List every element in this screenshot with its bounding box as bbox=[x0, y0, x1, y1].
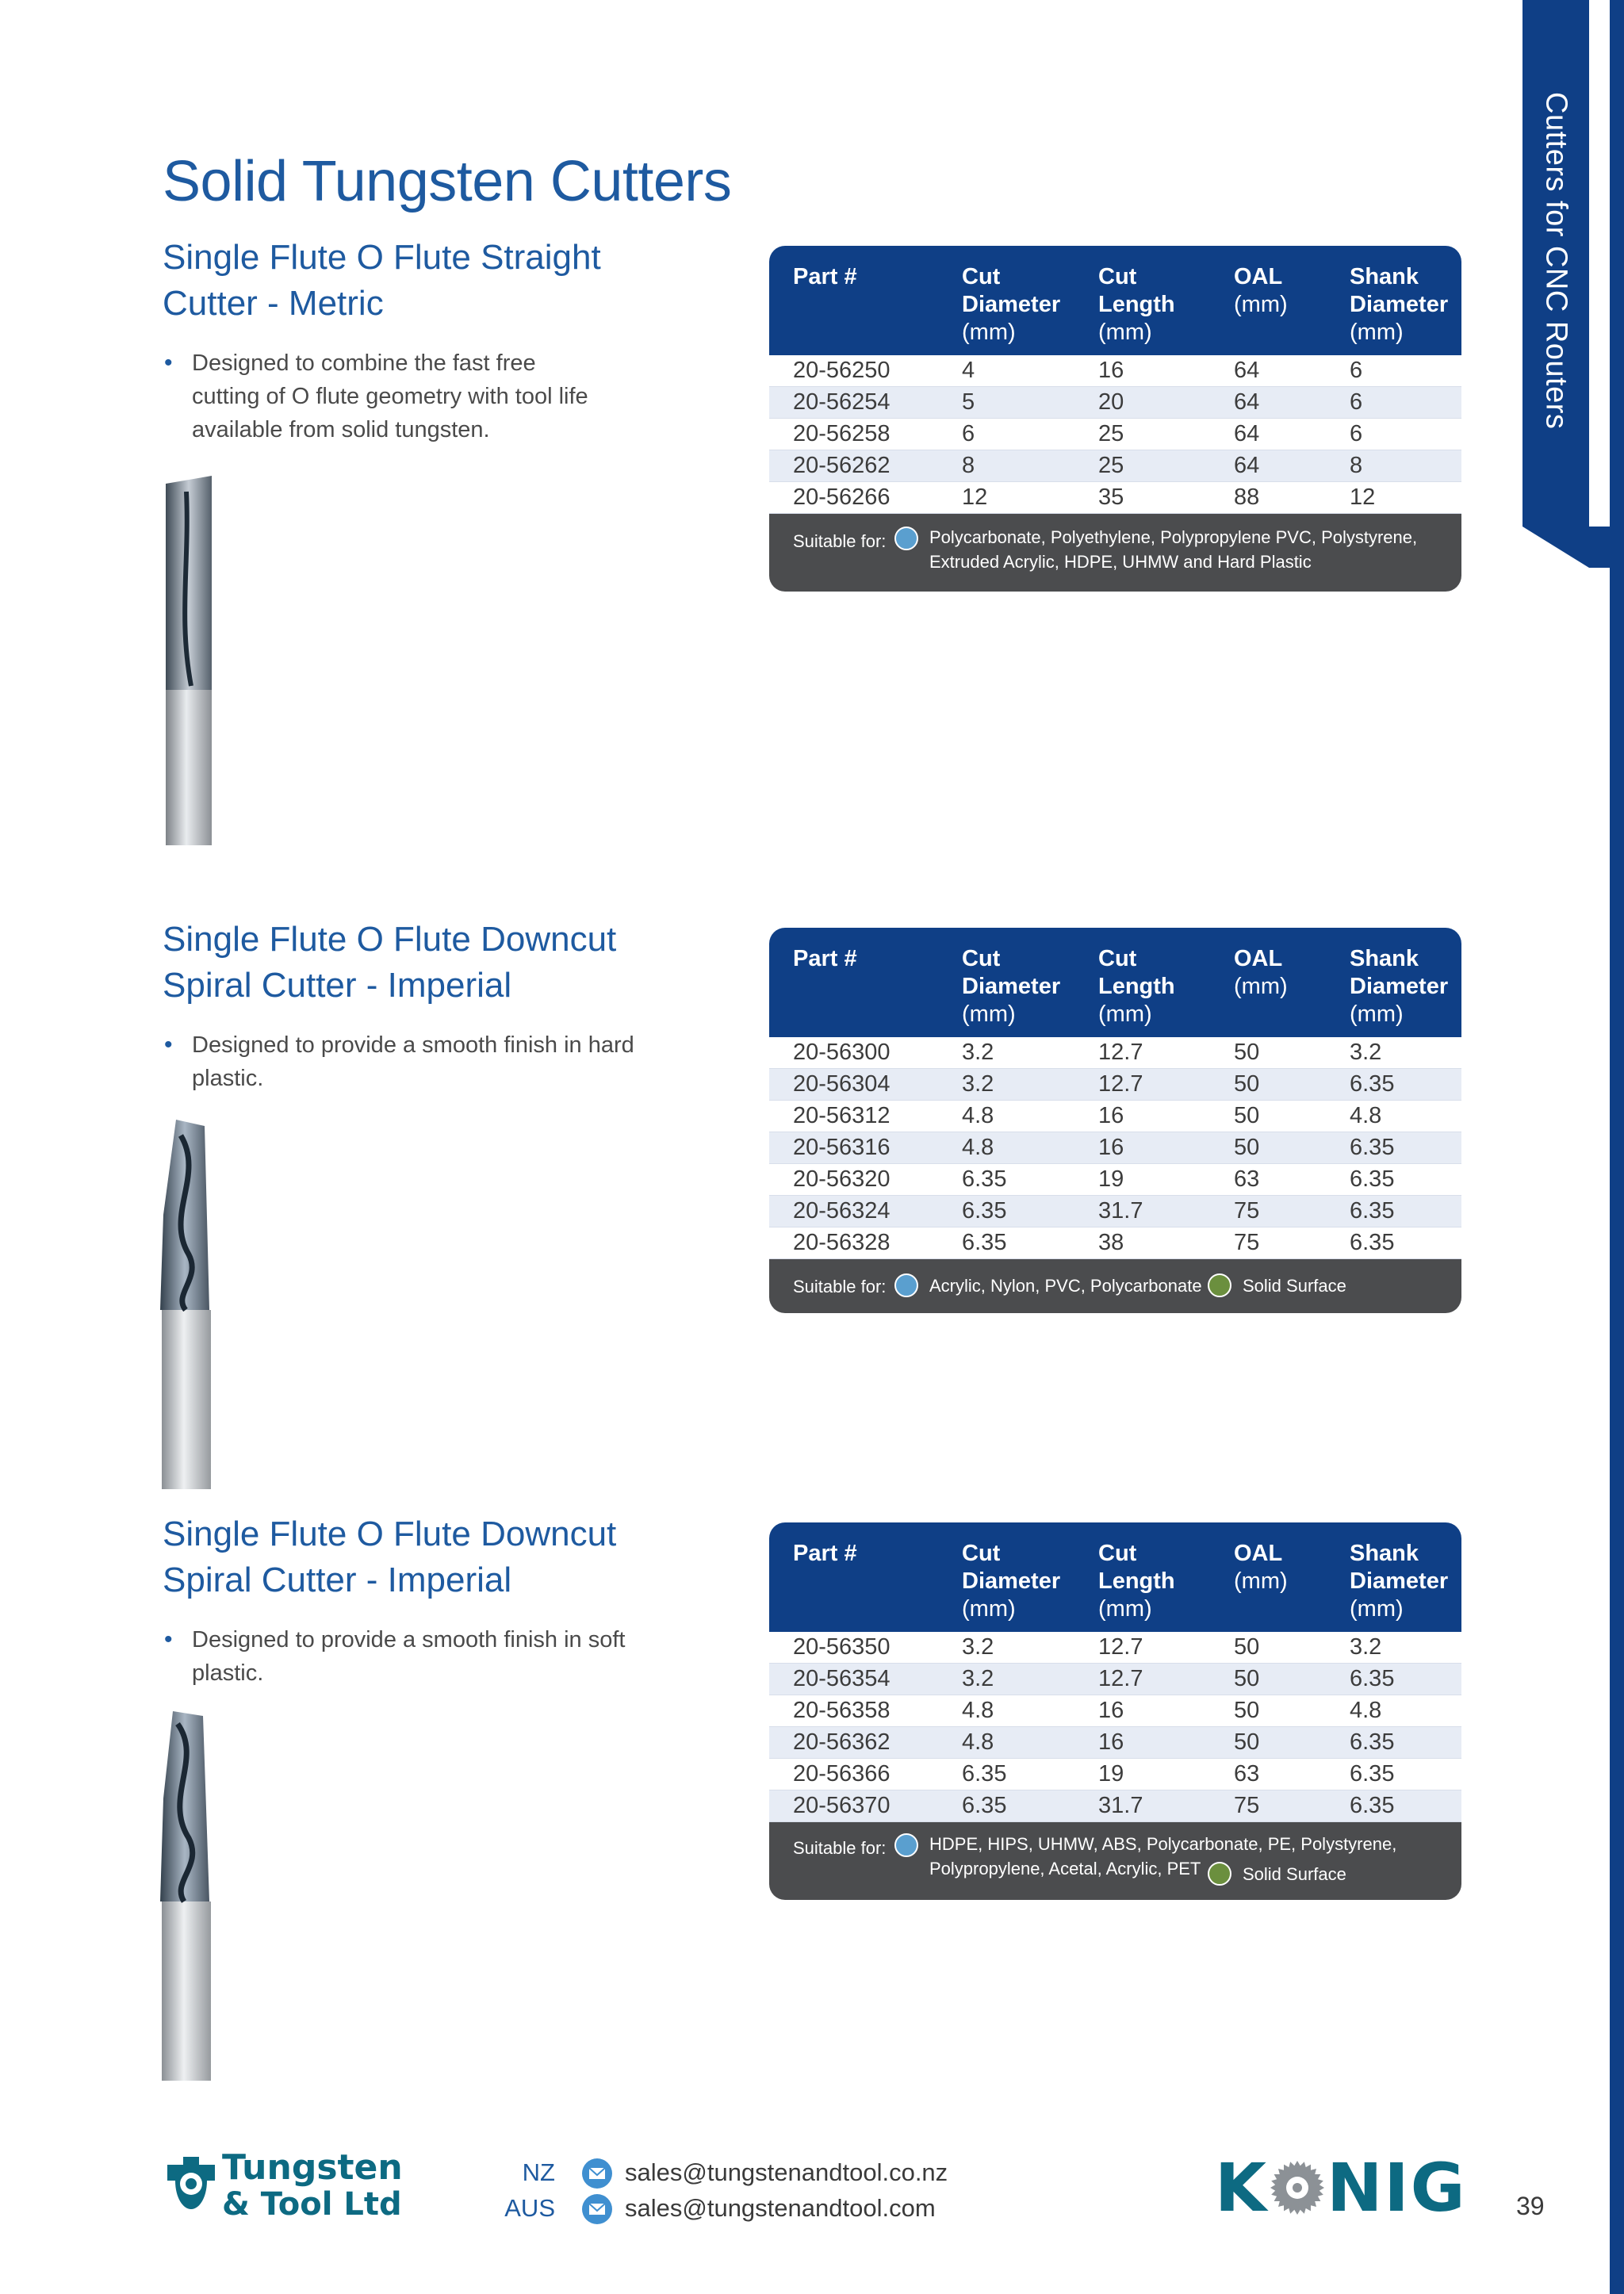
cell-cut-diameter: 6.35 bbox=[962, 1166, 1007, 1192]
cell-cut-length: 12.7 bbox=[1098, 1071, 1143, 1097]
description-line: plastic. bbox=[192, 1066, 264, 1091]
cell-cut-diameter: 4.8 bbox=[962, 1103, 994, 1128]
contact-email-link[interactable]: sales@tungstenandtool.co.nz bbox=[625, 2158, 948, 2186]
cell-cut-diameter: 4 bbox=[962, 358, 975, 383]
materials-line: Extruded Acrylic, HDPE, UHMW and Hard Plastic bbox=[929, 552, 1312, 572]
cell-oal: 50 bbox=[1234, 1071, 1260, 1097]
header-text: Part # bbox=[793, 1541, 857, 1566]
cell-shank-diameter: 6 bbox=[1350, 358, 1363, 383]
header-unit: (mm) bbox=[1350, 1596, 1404, 1622]
cell-part: 20-56266 bbox=[793, 484, 891, 510]
email-icon bbox=[582, 2194, 612, 2224]
page-number: 39 bbox=[1516, 2192, 1545, 2220]
cell-oal: 75 bbox=[1234, 1198, 1260, 1224]
blue-material-dot-icon bbox=[894, 1273, 918, 1297]
cell-cut-length: 35 bbox=[1098, 484, 1124, 510]
header-text: Cut bbox=[1098, 264, 1137, 289]
header-unit: (mm) bbox=[962, 320, 1016, 345]
header-text: Part # bbox=[793, 946, 857, 971]
cell-cut-diameter: 6.35 bbox=[962, 1230, 1007, 1255]
header-part bbox=[793, 945, 857, 973]
product-title-line: Single Flute O Flute Downcut bbox=[163, 1515, 617, 1553]
header-unit: (mm) bbox=[1350, 1001, 1404, 1027]
cell-cut-diameter: 3.2 bbox=[962, 1666, 994, 1691]
cell-oal: 63 bbox=[1234, 1166, 1260, 1192]
section-tab-label: Cutters for CNC Routers bbox=[1539, 92, 1573, 430]
header-text: Part # bbox=[793, 264, 857, 289]
header-unit: (mm) bbox=[1350, 320, 1404, 345]
header-unit: (mm) bbox=[1234, 1568, 1288, 1594]
konig-logo: K NIG bbox=[1215, 2149, 1467, 2227]
cell-cut-diameter: 8 bbox=[962, 453, 975, 478]
materials-line: Polycarbonate, Polyethylene, Polypropylene PVC, Polystyrene, bbox=[929, 527, 1418, 547]
spec-table bbox=[769, 1522, 1461, 1900]
cell-shank-diameter: 3.2 bbox=[1350, 1040, 1382, 1065]
table-row bbox=[769, 450, 1461, 482]
cell-shank-diameter: 6.35 bbox=[1350, 1666, 1395, 1691]
spec-table bbox=[769, 246, 1461, 592]
cell-part: 20-56254 bbox=[793, 389, 891, 415]
cell-shank-diameter: 6.35 bbox=[1350, 1166, 1395, 1192]
header-text: Length bbox=[1098, 1568, 1175, 1594]
product-title bbox=[163, 235, 654, 327]
blue-material-dot-icon bbox=[894, 527, 918, 550]
cell-part: 20-56354 bbox=[793, 1666, 891, 1691]
cell-part: 20-56350 bbox=[793, 1634, 891, 1660]
product-title bbox=[163, 1511, 654, 1603]
table-row bbox=[769, 1227, 1461, 1259]
cell-oal: 50 bbox=[1234, 1634, 1260, 1660]
cell-shank-diameter: 6.35 bbox=[1350, 1198, 1395, 1224]
contact-country: NZ bbox=[522, 2158, 555, 2186]
table-row bbox=[769, 1664, 1461, 1695]
suitable-materials: Acrylic, Nylon, PVC, Polycarbonate bbox=[929, 1276, 1202, 1296]
cell-cut-length: 19 bbox=[1098, 1761, 1124, 1787]
table-body bbox=[769, 1037, 1461, 1259]
header-text: OAL bbox=[1234, 946, 1283, 971]
header-unit: (mm) bbox=[962, 1001, 1016, 1027]
table-row bbox=[769, 1632, 1461, 1664]
cell-cut-length: 38 bbox=[1098, 1230, 1124, 1255]
cutter-image bbox=[155, 476, 226, 848]
header-unit: (mm) bbox=[1098, 1596, 1152, 1622]
table-row bbox=[769, 1101, 1461, 1132]
materials-line: Polypropylene, Acetal, Acrylic, PET bbox=[929, 1859, 1201, 1878]
table-header bbox=[769, 1522, 1461, 1632]
cell-cut-diameter: 4.8 bbox=[962, 1729, 994, 1755]
cell-cut-diameter: 4.8 bbox=[962, 1698, 994, 1723]
brand-name-line1: Tungsten bbox=[222, 2147, 403, 2188]
header-text: Diameter bbox=[1350, 292, 1449, 317]
suitable-for-bar bbox=[769, 1259, 1461, 1313]
header-text: Shank bbox=[1350, 264, 1419, 289]
header-unit: (mm) bbox=[1098, 320, 1152, 345]
header-text: Diameter bbox=[962, 1568, 1061, 1594]
header-oal bbox=[1234, 1540, 1288, 1595]
description-line: Designed to provide a smooth finish in hard bbox=[192, 1032, 634, 1058]
cell-shank-diameter: 8 bbox=[1350, 453, 1363, 478]
green-material-dot-icon bbox=[1208, 1273, 1231, 1297]
cell-shank-diameter: 4.8 bbox=[1350, 1103, 1382, 1128]
table-body bbox=[769, 355, 1461, 514]
cell-cut-diameter: 6.35 bbox=[962, 1761, 1007, 1787]
cell-shank-diameter: 6.35 bbox=[1350, 1135, 1395, 1160]
cell-cut-diameter: 3.2 bbox=[962, 1071, 994, 1097]
header-unit: (mm) bbox=[1234, 292, 1288, 317]
description-line: plastic. bbox=[192, 1660, 264, 1686]
header-text: Cut bbox=[1098, 1541, 1137, 1566]
cell-cut-diameter: 3.2 bbox=[962, 1634, 994, 1660]
cell-cut-length: 19 bbox=[1098, 1166, 1124, 1192]
page-title: Solid Tungsten Cutters bbox=[163, 150, 732, 213]
header-unit: (mm) bbox=[1098, 1001, 1152, 1027]
header-cut-diameter bbox=[962, 1540, 1060, 1623]
header-text: Cut bbox=[962, 1541, 1001, 1566]
cell-part: 20-56262 bbox=[793, 453, 891, 478]
cell-cut-length: 20 bbox=[1098, 389, 1124, 415]
cell-oal: 50 bbox=[1234, 1040, 1260, 1065]
table-row bbox=[769, 1164, 1461, 1196]
cell-oal: 50 bbox=[1234, 1103, 1260, 1128]
description-line: Designed to provide a smooth finish in soft bbox=[192, 1627, 626, 1653]
suitable-for-bar bbox=[769, 1822, 1461, 1900]
header-cut-length bbox=[1098, 945, 1175, 1028]
cell-shank-diameter: 12 bbox=[1350, 484, 1376, 510]
table-row bbox=[769, 1037, 1461, 1069]
suitable-label: Suitable for: bbox=[793, 531, 887, 551]
side-band bbox=[1610, 0, 1624, 2294]
suitable-label: Suitable for: bbox=[793, 1277, 887, 1296]
cell-oal: 88 bbox=[1234, 484, 1260, 510]
header-text: Length bbox=[1098, 292, 1175, 317]
cell-cut-length: 16 bbox=[1098, 358, 1124, 383]
table-row bbox=[769, 1196, 1461, 1227]
cell-part: 20-56258 bbox=[793, 421, 891, 446]
cell-cut-length: 12.7 bbox=[1098, 1666, 1143, 1691]
product-title bbox=[163, 917, 654, 1009]
cell-part: 20-56366 bbox=[793, 1761, 891, 1787]
cell-oal: 64 bbox=[1234, 358, 1260, 383]
cell-cut-length: 31.7 bbox=[1098, 1793, 1143, 1818]
cell-cut-length: 25 bbox=[1098, 453, 1124, 478]
product-description bbox=[163, 1028, 670, 1095]
description-line: available from solid tungsten. bbox=[192, 417, 490, 442]
cell-shank-diameter: 4.8 bbox=[1350, 1698, 1382, 1723]
product-title-line: Spiral Cutter - Imperial bbox=[163, 1561, 512, 1599]
header-text: Diameter bbox=[1350, 974, 1449, 999]
cell-shank-diameter: 6.35 bbox=[1350, 1793, 1395, 1818]
product-title-line: Single Flute O Flute Straight bbox=[163, 238, 601, 277]
cell-part: 20-56312 bbox=[793, 1103, 891, 1128]
header-shank-diameter bbox=[1350, 1540, 1448, 1623]
green-material-dot-icon bbox=[1208, 1862, 1231, 1886]
header-oal bbox=[1234, 945, 1288, 1001]
cell-cut-diameter: 4.8 bbox=[962, 1135, 994, 1160]
tungsten-tool-logo-icon bbox=[163, 2154, 220, 2212]
suitable-materials bbox=[929, 525, 1417, 574]
cell-cut-length: 12.7 bbox=[1098, 1634, 1143, 1660]
table-row bbox=[769, 1069, 1461, 1101]
description-bullet bbox=[163, 347, 670, 446]
header-text: Cut bbox=[962, 264, 1001, 289]
cell-oal: 64 bbox=[1234, 389, 1260, 415]
header-cut-diameter bbox=[962, 945, 1060, 1028]
cell-shank-diameter: 6.35 bbox=[1350, 1071, 1395, 1097]
cell-shank-diameter: 6 bbox=[1350, 421, 1363, 446]
cell-part: 20-56250 bbox=[793, 358, 891, 383]
cell-cut-length: 16 bbox=[1098, 1103, 1124, 1128]
cell-oal: 64 bbox=[1234, 453, 1260, 478]
header-text: Shank bbox=[1350, 946, 1419, 971]
contact-country: AUS bbox=[504, 2194, 555, 2222]
header-cut-length bbox=[1098, 263, 1175, 347]
cell-cut-diameter: 12 bbox=[962, 484, 988, 510]
cell-cut-diameter: 6.35 bbox=[962, 1198, 1007, 1224]
cell-part: 20-56324 bbox=[793, 1198, 891, 1224]
product-title-line: Spiral Cutter - Imperial bbox=[163, 966, 512, 1005]
blue-material-dot-icon bbox=[894, 1833, 918, 1857]
header-unit: (mm) bbox=[1234, 974, 1288, 999]
suitable-for-bar bbox=[769, 514, 1461, 592]
header-text: Diameter bbox=[962, 292, 1061, 317]
table-row bbox=[769, 1759, 1461, 1790]
spec-table bbox=[769, 928, 1461, 1313]
cell-cut-length: 31.7 bbox=[1098, 1198, 1143, 1224]
header-part bbox=[793, 263, 857, 291]
cell-cut-length: 16 bbox=[1098, 1135, 1124, 1160]
cell-oal: 50 bbox=[1234, 1729, 1260, 1755]
header-text: OAL bbox=[1234, 1541, 1283, 1566]
table-body bbox=[769, 1632, 1461, 1822]
cell-cut-diameter: 5 bbox=[962, 389, 975, 415]
cell-oal: 75 bbox=[1234, 1793, 1260, 1818]
cell-shank-diameter: 6.35 bbox=[1350, 1230, 1395, 1255]
header-text: Length bbox=[1098, 974, 1175, 999]
cell-cut-length: 25 bbox=[1098, 421, 1124, 446]
cell-oal: 63 bbox=[1234, 1761, 1260, 1787]
cell-oal: 50 bbox=[1234, 1135, 1260, 1160]
header-oal bbox=[1234, 263, 1288, 319]
product-title-line: Cutter - Metric bbox=[163, 284, 384, 323]
table-row bbox=[769, 419, 1461, 450]
cell-cut-diameter: 6.35 bbox=[962, 1793, 1007, 1818]
cell-cut-diameter: 6 bbox=[962, 421, 975, 446]
contact-email-link[interactable]: sales@tungstenandtool.com bbox=[625, 2194, 936, 2222]
table-row bbox=[769, 1695, 1461, 1727]
cell-cut-length: 16 bbox=[1098, 1729, 1124, 1755]
table-row bbox=[769, 482, 1461, 514]
cell-oal: 50 bbox=[1234, 1666, 1260, 1691]
description-bullet bbox=[163, 1623, 670, 1690]
section-tab-notch bbox=[1522, 527, 1589, 568]
cell-part: 20-56304 bbox=[793, 1071, 891, 1097]
cutter-image bbox=[157, 1711, 228, 2084]
description-line: Designed to combine the fast free bbox=[192, 350, 536, 376]
cell-cut-diameter: 3.2 bbox=[962, 1040, 994, 1065]
product-description bbox=[163, 1623, 670, 1690]
cell-cut-length: 12.7 bbox=[1098, 1040, 1143, 1065]
header-text: Shank bbox=[1350, 1541, 1419, 1566]
header-text: Diameter bbox=[962, 974, 1061, 999]
header-part bbox=[793, 1540, 857, 1568]
cell-part: 20-56316 bbox=[793, 1135, 891, 1160]
brand-name-line2: & Tool Ltd bbox=[222, 2186, 402, 2223]
table-row bbox=[769, 355, 1461, 387]
cell-part: 20-56358 bbox=[793, 1698, 891, 1723]
section-tab-notch-fill bbox=[1589, 527, 1610, 568]
table-header bbox=[769, 246, 1461, 355]
table-row bbox=[769, 387, 1461, 419]
cell-shank-diameter: 3.2 bbox=[1350, 1634, 1382, 1660]
table-row bbox=[769, 1727, 1461, 1759]
cell-oal: 64 bbox=[1234, 421, 1260, 446]
cutter-image bbox=[157, 1120, 228, 1492]
cell-oal: 50 bbox=[1234, 1698, 1260, 1723]
cell-part: 20-56362 bbox=[793, 1729, 891, 1755]
suitable-label: Suitable for: bbox=[793, 1838, 887, 1858]
header-cut-diameter bbox=[962, 263, 1060, 347]
header-text: Cut bbox=[962, 946, 1001, 971]
cell-oal: 75 bbox=[1234, 1230, 1260, 1255]
cell-part: 20-56328 bbox=[793, 1230, 891, 1255]
table-header bbox=[769, 928, 1461, 1037]
cell-part: 20-56320 bbox=[793, 1166, 891, 1192]
cell-part: 20-56300 bbox=[793, 1040, 891, 1065]
cell-part: 20-56370 bbox=[793, 1793, 891, 1818]
product-title-line: Single Flute O Flute Downcut bbox=[163, 920, 617, 959]
header-unit: (mm) bbox=[962, 1596, 1016, 1622]
email-icon bbox=[582, 2158, 612, 2189]
header-text: OAL bbox=[1234, 264, 1283, 289]
description-bullet bbox=[163, 1028, 670, 1095]
product-description bbox=[163, 347, 670, 446]
header-text: Diameter bbox=[1350, 1568, 1449, 1594]
cell-cut-length: 16 bbox=[1098, 1698, 1124, 1723]
header-text: Cut bbox=[1098, 946, 1137, 971]
cell-shank-diameter: 6 bbox=[1350, 389, 1363, 415]
cell-shank-diameter: 6.35 bbox=[1350, 1761, 1395, 1787]
suitable-materials-green: Solid Surface bbox=[1243, 1864, 1346, 1884]
header-cut-length bbox=[1098, 1540, 1175, 1623]
table-row bbox=[769, 1132, 1461, 1164]
header-shank-diameter bbox=[1350, 263, 1448, 347]
cell-shank-diameter: 6.35 bbox=[1350, 1729, 1395, 1755]
suitable-materials-green: Solid Surface bbox=[1243, 1276, 1346, 1296]
description-line: cutting of O flute geometry with tool life bbox=[192, 384, 588, 409]
saw-blade-icon bbox=[1270, 2160, 1325, 2215]
header-shank-diameter bbox=[1350, 945, 1448, 1028]
materials-line: HDPE, HIPS, UHMW, ABS, Polycarbonate, PE, Polystyrene, bbox=[929, 1834, 1397, 1854]
table-row bbox=[769, 1790, 1461, 1822]
